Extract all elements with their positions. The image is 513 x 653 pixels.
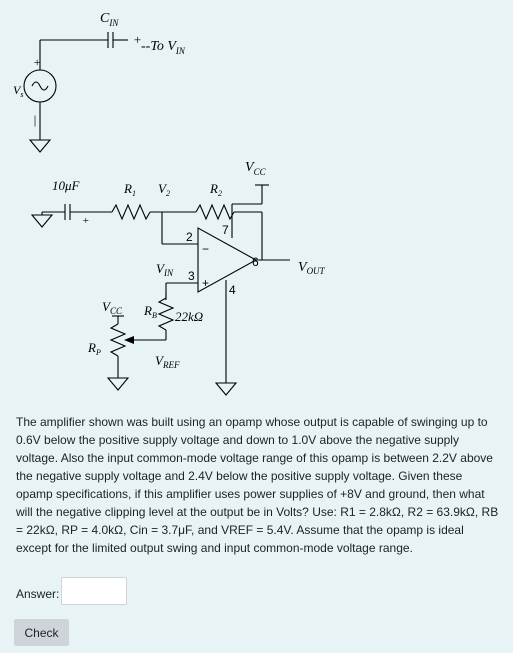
v2-label: V <box>158 181 166 196</box>
answer-label: Answer: <box>16 587 60 601</box>
vs-label: V <box>13 83 21 97</box>
svg-text:VCC: $V_{CC}$ <box>102 299 122 316</box>
answer-input[interactable] <box>61 577 127 605</box>
rb-label: R <box>144 303 152 318</box>
svg-text:RB: $R_B$ <box>144 303 157 320</box>
to-vin-label: --To V <box>141 39 176 54</box>
minus-sign: − <box>202 242 210 256</box>
vs-plus: + <box>33 55 42 69</box>
pin-3: 3 <box>188 269 195 283</box>
rp-label: R <box>88 340 96 355</box>
cin-label-sub: IN <box>109 18 119 28</box>
check-button[interactable]: Check <box>14 619 69 646</box>
pin-4: 4 <box>229 283 236 297</box>
rb-value: 22kΩ <box>175 309 204 324</box>
svg-text:V2: $V_2$ <box>158 181 170 198</box>
vcc-top-label: V <box>245 160 254 175</box>
pin-7: 7 <box>222 223 229 237</box>
vout-label: V <box>298 260 307 275</box>
svg-text:Vs <box>13 83 23 99</box>
svg-text:VREF: $V_{REF}$ <box>155 353 180 370</box>
cin-plus: + <box>133 32 142 47</box>
cap-plus: + <box>82 215 90 227</box>
vs-label-sub: s <box>20 90 24 99</box>
vref-label: V <box>155 353 163 368</box>
svg-text:R2: $R_2$ <box>210 181 222 198</box>
r2-label: R <box>210 181 218 196</box>
svg-text:--To VIN <box>141 39 186 56</box>
to-vin-sub: IN <box>175 46 185 56</box>
r1-label: R <box>124 181 132 196</box>
vin-label: V <box>156 261 164 276</box>
pin-6: 6 <box>252 255 259 269</box>
svg-text:VCC: $V_{CC}$ <box>245 160 266 177</box>
svg-text:VIN: $V_{IN}$ <box>156 261 173 278</box>
vs-minus: | <box>33 112 37 127</box>
cap-value: 10μF <box>52 178 80 193</box>
vcc-mid-label: V <box>102 299 110 314</box>
svg-text:CIN <box>100 11 119 28</box>
pin-2: 2 <box>186 230 193 244</box>
svg-text:VOUT: $V_{OUT}$ <box>298 260 325 276</box>
cin-minus: − <box>90 33 99 47</box>
plus-sign: + <box>202 276 210 290</box>
svg-text:R1: $R_1$ <box>124 181 136 198</box>
question-text: The amplifier shown was built using an opamp whose output is capable of swinging up to 0.6V below the positive supply voltage and down to 1.0V above the negative supply voltage. Also the input common-mode voltage range of this opamp is between 2.2V above the negative supply voltage and 2.4V below the positive supply voltage. Given these opamp specifications, if this amplifier uses power supplies of +8V and ground, then what will the negative clipping level at the output be in Volts? Use: R1 = 2.8kΩ, R2 = 63.9kΩ, RB = 22kΩ, RP = 4.0kΩ, Cin = 3.7μF, and VREF = 5.4V. Assume that the opamp is ideal except for the limited output swing and input common-mode voltage range. <box>16 415 499 555</box>
cin-label: C <box>100 11 110 26</box>
svg-text:RP: $R_P$ <box>88 340 101 357</box>
